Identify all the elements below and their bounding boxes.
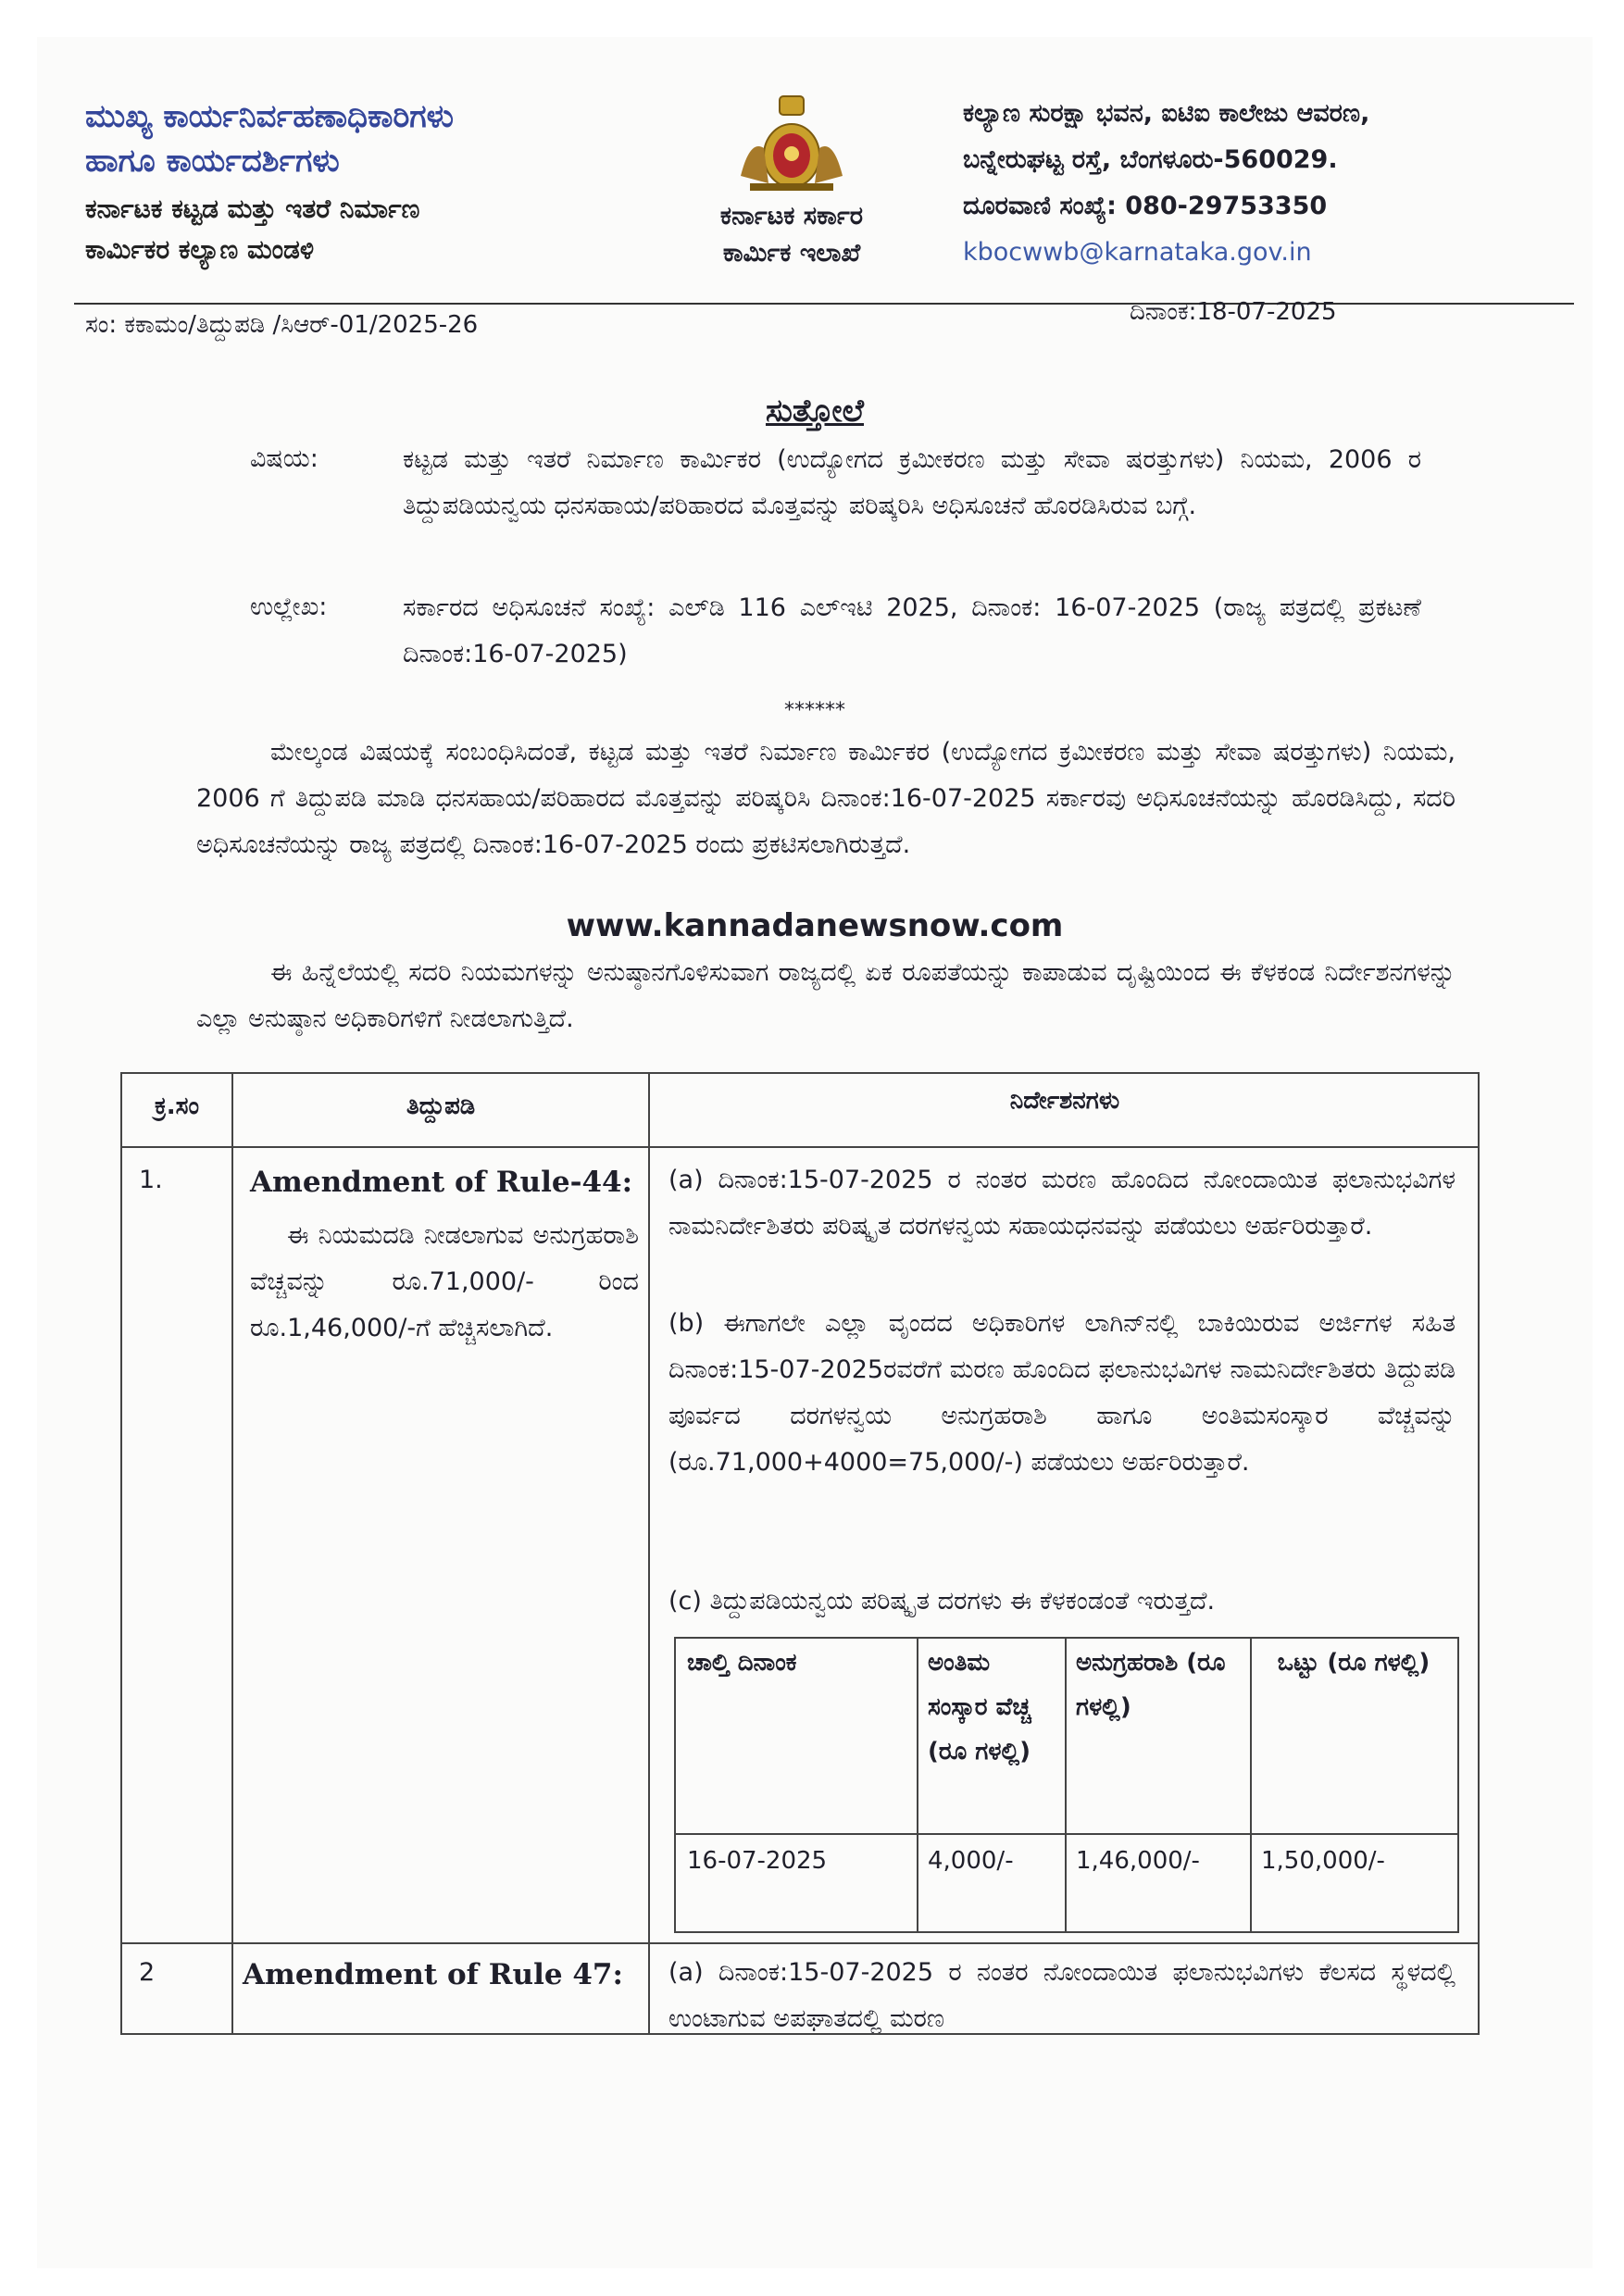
- row2-serial: 2: [139, 1958, 156, 1987]
- rates-divider: [1250, 1639, 1252, 1931]
- row1-serial: 1.: [139, 1166, 163, 1194]
- rates-header-funeral-cost: ಅಂತಿಮ ಸಂಸ್ಕಾರ ವೆಚ್ಚ (ರೂ ಗಳಲ್ಲಿ): [928, 1649, 1031, 1766]
- table-divider: [648, 1074, 650, 2033]
- phone-number: ದೂರವಾಣಿ ಸಂಖ್ಯೆ: 080-29753350: [963, 192, 1328, 220]
- reference-label: ಉಲ್ಲೇಖ:: [250, 593, 328, 621]
- rates-funeral-cost: 4,000/-: [928, 1847, 1014, 1875]
- rates-divider: [1065, 1639, 1067, 1931]
- row1-direction-a: (a) ದಿನಾಂಕ:15-07-2025 ರ ನಂತರ ಮರಣ ಹೊಂದಿದ ನೋಂದಾಯಿತ ಫಲಾನುಭವಿಗಳ ನಾಮನಿರ್ದೇಶಿತರು ಪರಿಷ್ಕೃತ ದರಗಳನ್ವಯ ಸಹಾಯಧನವನ್ನು ಪಡೆಯಲು ಅರ್ಹರಿರುತ್ತಾರೆ.: [668, 1166, 1455, 1241]
- department-name: ಕಾರ್ಮಿಕ ಇಲಾಖೆ: [722, 239, 861, 268]
- government-name: ಕರ್ನಾಟಕ ಸರ್ಕಾರ: [719, 202, 864, 231]
- row1-amendment-description: ಈ ನಿಯಮದಡಿ ನೀಡಲಾಗುವ ಅನುಗ್ರಹರಾಶಿ ವೆಚ್ಚವನ್ನು ರೂ.71,000/- ರಿಂದ ರೂ.1,46,000/-ಗೆ ಹೆಚ್ಚಿಸಲಾಗಿದೆ.: [250, 1221, 639, 1342]
- revised-rates-table: [674, 1637, 1459, 1933]
- subject-label: ವಿಷಯ:: [250, 444, 319, 473]
- header-government-block: [667, 83, 917, 272]
- document-page: [37, 37, 1593, 2268]
- header-serial: ಕ್ರ.ಸಂ: [155, 1092, 199, 1120]
- address-line2: ಬನ್ನೇರುಘಟ್ಟ ರಸ್ತೆ, ಬೆಂಗಳೂರು-560029.: [963, 145, 1338, 174]
- rates-divider: [917, 1639, 918, 1931]
- rates-header-ex-gratia: ಅನುಗ್ರಹರಾಶಿ (ರೂ ಗಳಲ್ಲಿ): [1076, 1649, 1226, 1721]
- document-date: ದಿನಾಂಕ:18-07-2025: [1130, 298, 1337, 326]
- body-paragraph-1: ಮೇಲ್ಕಂಡ ವಿಷಯಕ್ಕೆ ಸಂಬಂಧಿಸಿದಂತೆ, ಕಟ್ಟಡ ಮತ್ತು ಇತರೆ ನಿರ್ಮಾಣ ಕಾರ್ಮಿಕರ (ಉದ್ಯೋಗದ ಕ್ರಮೀಕರಣ ಮತ್ತು ಸೇವಾ ಷರತ್ತುಗಳು) ನಿಯಮ, 2006 ಗೆ ತಿದ್ದುಪಡಿ ಮಾಡಿ ಧನಸಹಾಯ/ಪರಿಹಾರದ ಮೊತ್ತವನ್ನು ಪರಿಷ್ಕರಿಸಿ ದಿನಾಂಕ:16-07-2025 ಸರ್ಕಾರವು ಅಧಿಸೂಚನೆಯನ್ನು ಹೊರಡಿಸಿದ್ದು, ಸದರಿ ಅಧಿಸೂಚನೆಯನ್ನು ರಾಜ್ಯ ಪತ್ರದಲ್ಲಿ ದಿನಾಂಕ:16-07-2025 ರಂದು ಪ್ರಕಟಿಸಲಾಗಿರುತ್ತದೆ.: [196, 738, 1455, 859]
- table-divider: [122, 1146, 1478, 1148]
- subject-text: ಕಟ್ಟಡ ಮತ್ತು ಇತರೆ ನಿರ್ಮಾಣ ಕಾರ್ಮಿಕರ (ಉದ್ಯೋಗದ ಕ್ರಮೀಕರಣ ಮತ್ತು ಸೇವಾ ಷರತ್ತುಗಳು) ನಿಯಮ, 2006 ರ ತಿದ್ದುಪಡಿಯನ್ವಯ ಧನಸಹಾಯ/ಪರಿಹಾರದ ಮೊತ್ತವನ್ನು ಪರಿಷ್ಕರಿಸಿ ಅಧಿಸೂಚನೆ ಹೊರಡಿಸಿರುವ ಬಗ್ಗೆ.: [403, 445, 1421, 520]
- directions-table: [120, 1072, 1480, 2035]
- row1-direction-b: (b) ಈಗಾಗಲೇ ಎಲ್ಲಾ ವೃಂದದ ಅಧಿಕಾರಿಗಳ ಲಾಗಿನ್‌ನಲ್ಲಿ ಬಾಕಿಯಿರುವ ಅರ್ಜಿಗಳ ಸಹಿತ ದಿನಾಂಕ:15-07-2025ರವರೆಗೆ ಮರಣ ಹೊಂದಿದ ಫಲಾನುಭವಿಗಳ ನಾಮನಿರ್ದೇಶಿತರು ತಿದ್ದುಪಡಿ ಪೂರ್ವದ ದರಗಳನ್ವಯ ಅನುಗ್ರಹರಾಶಿ ಹಾಗೂ ಅಂತಿಮಸಂಸ್ಕಾರ ವೆಚ್ಚವನ್ನು (ರೂ.71,000+4000=75,000/-) ಪಡೆಯಲು ಅರ್ಹರಿರುತ್ತಾರೆ.: [668, 1309, 1455, 1477]
- table-divider: [231, 1074, 233, 2033]
- row2-direction-a: (a) ದಿನಾಂಕ:15-07-2025 ರ ನಂತರ ನೋಂದಾಯಿತ ಫಲಾನುಭವಿಗಳು ಕೆಲಸದ ಸ್ಥಳದಲ್ಲಿ ಉಂಟಾಗುವ ಅಪಘಾತದಲ್ಲಿ ಮರಣ: [668, 1958, 1455, 2033]
- address-line1: ಕಲ್ಯಾಣ ಸುರಕ್ಷಾ ಭವನ, ಐಟಿಐ ಕಾಲೇಜು ಆವರಣ,: [963, 99, 1370, 128]
- rates-effective-date: 16-07-2025: [687, 1847, 828, 1875]
- header-divider: [74, 303, 1574, 305]
- document-title: ಸುತ್ತೋಲೆ: [765, 393, 864, 430]
- row1-amendment-title: Amendment of Rule-44:: [250, 1166, 633, 1199]
- reference-number: ಸಂ: ಕಕಾಮಂ/ತಿದ್ದುಪಡಿ /ಸಿಆರ್-01/2025-26: [85, 311, 479, 339]
- office-title-line1: ಮುಖ್ಯ ಕಾರ್ಯನಿರ್ವಹಣಾಧಿಕಾರಿಗಳು: [85, 98, 454, 135]
- board-name-line1: ಕರ್ನಾಟಕ ಕಟ್ಟಡ ಮತ್ತು ಇತರೆ ನಿರ್ಮಾಣ: [85, 193, 420, 224]
- rates-header-effective-date: ಚಾಲ್ತಿ ದಿನಾಂಕ: [687, 1649, 797, 1677]
- board-name-line2: ಕಾರ್ಮಿಕರ ಕಲ್ಯಾಣ ಮಂಡಳಿ: [85, 234, 315, 265]
- header-directions: ನಿರ್ದೇಶನಗಳು: [1009, 1087, 1120, 1115]
- office-title-line2: ಹಾಗೂ ಕಾರ್ಯದರ್ಶಿಗಳು: [85, 143, 340, 180]
- rates-ex-gratia: 1,46,000/-: [1076, 1847, 1200, 1875]
- reference-text: ಸರ್ಕಾರದ ಅಧಿಸೂಚನೆ ಸಂಖ್ಯೆ: ಎಲ್‌ಡಿ 116 ಎಲ್‌ಇಟಿ 2025, ದಿನಾಂಕ: 16-07-2025 (ರಾಜ್ಯ ಪತ್ರದಲ್ಲಿ ಪ್ರಕಟಣೆ ದಿನಾಂಕ:16-07-2025): [403, 593, 1421, 668]
- row1-direction-c: (c) ತಿದ್ದುಪಡಿಯನ್ವಯ ಪರಿಷ್ಕೃತ ದರಗಳು ಈ ಕೆಳಕಂಡಂತೆ ಇರುತ್ತದೆ.: [668, 1587, 1216, 1616]
- email-address: kbocwwb@karnataka.gov.in: [963, 238, 1312, 267]
- separator: ******: [784, 699, 845, 722]
- header-office-block: [85, 94, 604, 270]
- table-divider: [122, 1942, 1478, 1944]
- karnataka-emblem-icon: [731, 83, 852, 194]
- row2-amendment-title: Amendment of Rule 47:: [243, 1958, 623, 1991]
- header-amendment: ತಿದ್ದುಪಡಿ: [406, 1092, 476, 1120]
- rates-divider: [676, 1833, 1457, 1835]
- body-paragraph-2: ಈ ಹಿನ್ನೆಲೆಯಲ್ಲಿ ಸದರಿ ನಿಯಮಗಳನ್ನು ಅನುಷ್ಠಾನಗೊಳಿಸುವಾಗ ರಾಜ್ಯದಲ್ಲಿ ಏಕ ರೂಪತೆಯನ್ನು ಕಾಪಾಡುವ ದೃಷ್ಟಿಯಿಂದ ಈ ಕೆಳಕಂಡ ನಿರ್ದೇಶನಗಳನ್ನು ಎಲ್ಲಾ ಅನುಷ್ಠಾನ ಅಧಿಕಾರಿಗಳಿಗೆ ನೀಡಲಾಗುತ್ತಿದೆ.: [196, 958, 1455, 1033]
- website-watermark: www.kannadanewsnow.com: [566, 907, 1064, 944]
- rates-header-total: ಒಟ್ಟು (ರೂ ಗಳಲ್ಲಿ): [1277, 1649, 1430, 1677]
- header-address-block: [963, 91, 1574, 276]
- rates-total: 1,50,000/-: [1261, 1847, 1385, 1875]
